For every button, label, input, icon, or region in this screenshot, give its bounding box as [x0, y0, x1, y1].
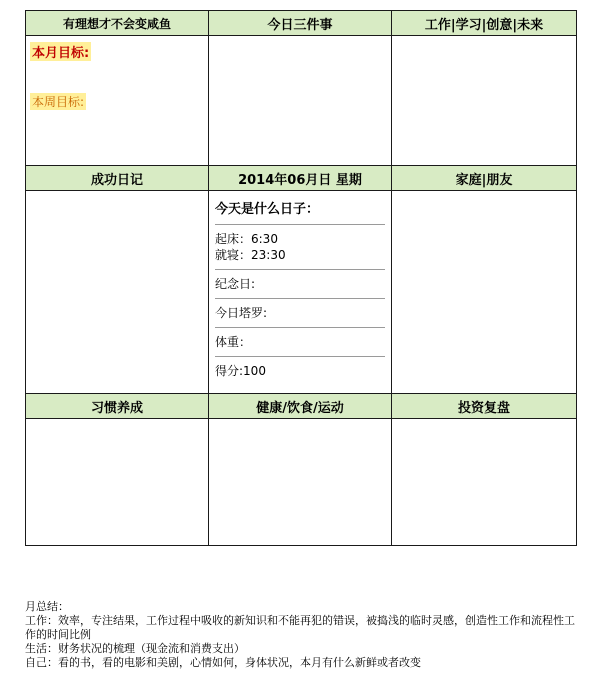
tarot-field: 今日塔罗:	[215, 299, 385, 328]
score-field: 得分:100	[215, 364, 266, 378]
header-habits: 习惯养成	[26, 394, 209, 419]
summary-self: 自己：看的书，看的电影和美剧，心情如何，身体状况，本月有什么新鲜或者改变	[25, 656, 421, 669]
sleep-time: 就寝：23:30	[215, 248, 286, 262]
day-info-cell	[209, 191, 392, 394]
monthly-summary	[25, 600, 585, 670]
three-things-cell	[209, 36, 392, 166]
goals-cell	[26, 36, 209, 166]
header-health: 健康/饮食/运动	[209, 394, 392, 419]
work-study-cell	[392, 36, 577, 166]
header-investment: 投资复盘	[392, 394, 577, 419]
family-friends-cell	[392, 191, 577, 394]
header-family-friends: 家庭|朋友	[392, 166, 577, 191]
header-motto: 有理想才不会变咸鱼	[26, 11, 209, 36]
summary-life: 生活：财务状况的梳理（现金流和消费支出）	[25, 642, 245, 655]
header-date: 2014年06月日 星期	[209, 166, 392, 191]
summary-work: 工作：效率，专注结果，工作过程中吸收的新知识和不能再犯的错误，被捣浅的临时灵感，创造性工作和流程性工作的时间比例	[25, 614, 575, 641]
anniversary-field: 纪念日:	[215, 270, 385, 299]
health-cell	[209, 419, 392, 546]
header-work-study: 工作|学习|创意|未来	[392, 11, 577, 36]
planner-table	[25, 10, 577, 546]
day-question: 今天是什么日子：	[215, 191, 385, 225]
planner-grid	[25, 10, 576, 546]
week-goal-label: 本周目标:	[32, 95, 85, 109]
weight-field: 体重：	[215, 328, 385, 357]
header-three-things: 今日三件事	[209, 11, 392, 36]
wake-time: 起床：6:30	[215, 232, 278, 246]
month-goal-label: 本月目标:	[30, 42, 91, 61]
summary-title: 月总结：	[25, 600, 69, 613]
habits-cell	[26, 419, 209, 546]
success-diary-cell	[26, 191, 209, 394]
header-success-diary: 成功日记	[26, 166, 209, 191]
investment-cell	[392, 419, 577, 546]
